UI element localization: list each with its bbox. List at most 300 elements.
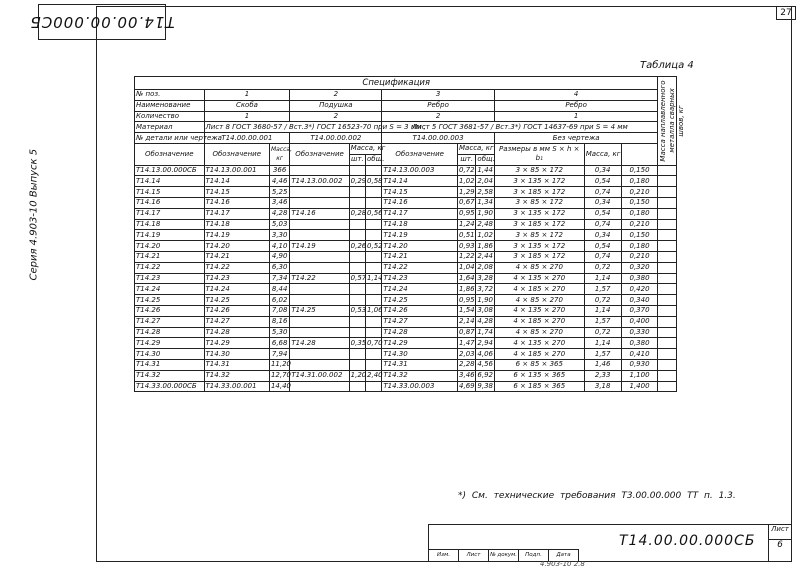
table-cell: Т14.24 [204,284,269,295]
table-cell: Т14.31 [204,359,269,370]
table-cell: 1,29 [459,187,475,196]
table-cell: 1,02 [477,230,493,239]
table-cell: 4,28 [477,317,493,326]
table-cell: Т14.26 [382,305,458,316]
table-cell: 4,28 [269,208,289,219]
table-cell: Т14.22 [290,273,349,284]
table-cell: 4 × 85 × 270 [494,262,584,273]
table-cell: Т14.13.00.002 [290,176,349,187]
series-label-box [24,150,40,290]
table-cell: 4,10 [269,241,289,252]
table-cell: Т14.32 [382,370,458,381]
table-cell: 0,34 [584,165,621,176]
table-cell: Т14.16 [135,197,205,208]
table-cell: 0,95 [459,295,475,304]
table-cell: Т14.24 [135,284,205,295]
table-cell: 1,14 [584,273,621,284]
table-cell: Т14.29 [135,338,205,349]
table-cell-empty [658,359,677,370]
table-cell-empty [658,349,677,360]
table-row [135,208,677,219]
table-cell: 3 × 185 × 172 [494,187,584,198]
table-cell [366,381,382,392]
table-label: Таблица 4 [640,60,694,71]
table-cell [349,197,365,208]
table-cell [290,327,349,338]
table-cell [366,187,382,198]
table-row [135,284,677,295]
cell-date: Дата [549,550,579,561]
table-cell: 8,16 [269,316,289,327]
table-row [135,359,677,370]
table-cell: 4,46 [269,176,289,187]
table-row [135,338,677,349]
table-cell: 6,92 [477,371,493,380]
table-cell: 5,03 [269,219,289,230]
table-cell: 8,44 [269,284,289,295]
table-cell: Т14.14 [204,176,269,187]
table-cell: 4 × 135 × 270 [494,273,584,284]
table-cell: Т14.22 [204,262,269,273]
table-cell: Т14.23 [204,273,269,284]
table-cell [349,359,365,370]
hdr-dims: Размеры в мм S × h × b₁ [494,143,584,165]
table-cell: 4 × 135 × 270 [494,338,584,349]
table-cell: 0,72 [584,262,621,273]
table-cell: 0,70 [367,338,383,347]
table-cell: 3 × 185 × 172 [494,219,584,230]
table-cell-empty [658,230,677,241]
table-row [135,197,677,208]
table-cell-empty [658,295,677,306]
row-label-pos: № поз. [135,90,205,101]
table-cell: Т14.22 [135,262,205,273]
col-name-1: Скоба [204,100,290,111]
table-cell [366,327,382,338]
rotated-designation-stamp: Т14.00.00.000СБ [38,4,166,40]
row-label-material: Материал [135,122,205,133]
table-cell: 0,210 [621,219,658,230]
table-cell [349,295,365,306]
col-name-3: Ребро [382,100,494,111]
table-row [135,327,677,338]
table-cell [290,165,349,176]
table-cell: 3,46 [459,371,475,380]
table-cell: 14,40 [270,381,291,390]
table-cell-empty [658,219,677,230]
table-cell: 1,64 [459,273,475,282]
table-cell: 0,930 [621,359,658,370]
table-cell [290,381,349,392]
table-cell: Т14.20 [382,241,458,252]
table-row [135,262,677,273]
table-cell: 4 × 85 × 270 [494,295,584,306]
table-cell: 0,410 [621,349,658,360]
table-cell [290,359,349,370]
col-drawing-2: Т14.00.00.002 [290,133,382,144]
table-cell: Т14.28 [290,338,349,349]
col-qty-2: 2 [290,111,382,122]
table-cell: 0,54 [584,208,621,219]
table-cell: 3 × 85 × 172 [494,165,584,176]
col-qty-4: 1 [494,111,658,122]
table-cell: 4 × 185 × 270 [494,284,584,295]
table-cell-empty [658,176,677,187]
table-cell: 0,72 [459,165,475,174]
table-cell: 1,57 [584,316,621,327]
material-left: Лист 8 ГОСТ 3680-57 / Вст.3*) ГОСТ 16523-70 при S = 3 мм ; [205,122,426,131]
table-cell: 2,58 [477,187,493,196]
table-cell-empty [658,251,677,262]
table-cell: Т14.16 [204,197,269,208]
table-cell: 0,54 [584,241,621,252]
table-cell-empty [658,381,677,392]
table-cell: 1,47 [459,338,475,347]
table-cell: Т14.13.00.000СБ [135,165,205,176]
table-cell: 3,18 [584,381,621,392]
table-cell: 1,14 [584,338,621,349]
table-cell: 1,34 [477,198,493,207]
table-cell-empty [658,241,677,252]
document-code: Т14.00.00.000СБ [619,533,756,549]
table-cell: 4 × 85 × 270 [494,327,584,338]
table-cell: Т14.31 [382,359,458,370]
hdr-total-2: общ. [367,155,385,164]
table-cell: Т14.17 [135,208,205,219]
table-cell: Т14.19 [135,230,205,241]
table-cell: 0,150 [621,230,658,241]
table-cell: Т14.29 [204,338,269,349]
table-cell [349,251,365,262]
hdr-designation-main: Обозначение [135,143,205,165]
table-cell: 1,86 [459,284,475,293]
hdr-designation-1: Обозначение [204,143,269,165]
hdr-mass-1: Масса, кг [269,143,289,165]
cell-doc: № докум. [489,550,519,561]
col-qty-3: 2 [382,111,494,122]
table-cell: 6 × 135 × 365 [494,370,584,381]
table-cell: Т14.28 [204,327,269,338]
table-cell: 0,57 [350,273,367,282]
table-cell [349,230,365,241]
table-cell: 0,420 [621,284,658,295]
table-cell: 1,90 [477,295,493,304]
table-cell [290,349,349,360]
table-cell [366,316,382,327]
title-block [428,524,791,561]
table-cell [366,251,382,262]
col-drawing-4: Без чертежа [494,133,658,144]
table-cell: 11,20 [270,360,291,369]
table-cell: Т14.14 [382,176,458,187]
table-cell: 1,14 [367,273,383,282]
table-cell: 6 × 85 × 365 [494,359,584,370]
table-cell: 0,180 [621,241,658,252]
table-cell: Т14.15 [204,187,269,198]
table-cell: 3 × 185 × 172 [494,251,584,262]
table-cell: Т14.20 [204,241,269,252]
table-cell-empty [658,208,677,219]
table-cell [366,295,382,306]
table-cell: 0,29 [350,176,367,185]
table-row [135,230,677,241]
table-cell: Т14.27 [204,316,269,327]
table-cell: Т14.23 [135,273,205,284]
table-cell: 0,93 [459,241,475,250]
table-cell [290,219,349,230]
hdr-mass-3: Масса, кг [459,144,494,153]
table-cell-empty [658,305,677,316]
table-cell: 5,25 [269,187,289,198]
table-cell [290,187,349,198]
table-cell: 0,95 [459,209,475,218]
table-cell: Т14.33.00.000СБ [135,381,205,392]
table-cell: Т14.13.00.001 [204,165,269,176]
table-cell: 2,04 [477,176,493,185]
table-cell: Т14.32 [135,370,205,381]
table-cell: Т14.13.00.003 [382,165,458,176]
table-cell: 3,72 [477,284,493,293]
table-cell [366,284,382,295]
table-cell: 3 × 135 × 172 [494,208,584,219]
hdr-unit-3: шт. [458,154,476,165]
col-pos-4: 4 [494,90,658,101]
table-cell: 1,90 [477,209,493,218]
table-cell: 2,94 [477,338,493,347]
table-cell: Т14.24 [382,284,458,295]
table-cell-empty [658,370,677,381]
table-row [135,370,677,381]
table-cell [366,219,382,230]
table-cell: 4 × 185 × 270 [494,316,584,327]
page-number: 27 [776,6,796,20]
table-cell: 0,72 [584,327,621,338]
table-row [135,295,677,306]
col-pos-2: 2 [290,90,382,101]
table-cell: 0,28 [350,209,367,218]
table-cell: Т14.33.00.003 [382,381,458,392]
table-cell: 1,74 [477,327,493,336]
table-row [135,165,677,176]
table-cell: 3 × 135 × 172 [494,241,584,252]
table-cell: 1,20 [350,371,367,380]
table-cell [366,359,382,370]
sheet-label: Лист [771,525,789,533]
table-cell: Т14.22 [382,262,458,273]
table-row [135,305,677,316]
table-row [135,251,677,262]
table-cell: 0,26 [350,241,367,250]
table-cell: Т14.19 [204,230,269,241]
table-cell: Т14.30 [135,349,205,360]
table-cell [366,197,382,208]
table-cell: 0,56 [367,209,383,218]
table-cell: 0,34 [584,230,621,241]
table-cell: 0,380 [621,338,658,349]
table-cell: 2,28 [459,360,475,369]
table-cell [349,219,365,230]
table-cell: Т14.19 [290,241,349,252]
table-cell: 0,180 [621,208,658,219]
col-qty-1: 1 [204,111,290,122]
table-cell: 3 × 135 × 172 [494,176,584,187]
table-cell [290,284,349,295]
table-cell: 366 [269,165,289,176]
table-cell: 4,06 [477,349,493,358]
table-cell: Т14.15 [382,187,458,198]
spec-body [135,165,677,392]
table-cell: 3,30 [269,230,289,241]
table-cell-empty [658,338,677,349]
table-cell: 2,44 [477,252,493,261]
table-cell: Т14.18 [135,219,205,230]
table-cell [349,284,365,295]
table-cell: 6 × 185 × 365 [494,381,584,392]
table-cell: Т14.28 [382,327,458,338]
sheet-number: 6 [769,539,791,550]
table-cell: 0,380 [621,273,658,284]
table-row [135,316,677,327]
table-cell: 0,400 [621,316,658,327]
table-cell: Т14.23 [382,273,458,284]
col-pos-3: 3 [382,90,494,101]
table-cell: 2,03 [459,349,475,358]
hdr-total-3: общ. [477,155,495,164]
table-cell: Т14.26 [204,305,269,316]
col-drawing-1: Т14.00.00.001 [204,133,290,144]
row-label-qty: Количество [135,111,205,122]
table-cell: 1,46 [584,359,621,370]
table-cell: 1,02 [459,176,475,185]
table-cell: 7,34 [269,273,289,284]
table-cell: Т14.14 [135,176,205,187]
table-cell: Т14.18 [382,219,458,230]
table-cell [349,381,365,392]
col-drawing-3: Т14.00.00.003 [382,133,494,144]
table-cell: 0,52 [367,241,383,250]
table-row [135,241,677,252]
table-cell: 3 × 85 × 172 [494,197,584,208]
table-cell: Т14.16 [290,208,349,219]
table-cell: 0,330 [621,327,658,338]
table-cell: 0,53 [350,306,367,315]
table-cell: 1,57 [584,284,621,295]
table-cell: Т14.20 [135,241,205,252]
table-cell: 1,04 [459,263,475,272]
hdr-unit-2: шт. [350,155,364,164]
table-cell: Т14.30 [204,349,269,360]
table-cell: 0,35 [350,338,367,347]
table-cell: Т14.26 [135,305,205,316]
table-cell [366,165,382,176]
hdr-mass-2: Масса, кг [350,144,386,153]
table-cell: 4,90 [269,251,289,262]
table-cell: Т14.27 [382,316,458,327]
table-cell: Т14.21 [382,251,458,262]
table-cell: Т14.27 [135,316,205,327]
table-cell: 1,24 [459,219,475,228]
table-cell-empty [658,316,677,327]
cell-izm: Изм. [429,550,459,561]
table-cell: 6,30 [269,262,289,273]
table-cell: 1,14 [584,305,621,316]
table-cell: 1,100 [621,370,658,381]
table-cell: Т14.25 [135,295,205,306]
table-cell: Т14.15 [135,187,205,198]
table-cell: 4,69 [459,381,475,390]
table-cell-empty [658,327,677,338]
cell-sign: Подп. [519,550,549,561]
table-cell: 0,72 [584,295,621,306]
table-cell: 7,08 [269,305,289,316]
table-cell: 4,56 [477,360,493,369]
table-cell: Т14.21 [204,251,269,262]
hdr-designation-2: Обозначение [290,143,349,165]
table-cell: 2,33 [584,370,621,381]
table-cell-empty [658,187,677,198]
table-cell [290,295,349,306]
table-cell: Т14.33.00.001 [204,381,269,392]
table-row [135,381,677,392]
table-cell [366,230,382,241]
table-cell: 0,74 [584,251,621,262]
table-cell: 1,57 [584,349,621,360]
table-row [135,273,677,284]
table-cell: Т14.31.00.002 [290,370,349,381]
hdr-designation-3: Обозначение [382,143,458,165]
hdr-mass-4: Масса, кг [584,143,621,165]
table-row [135,187,677,198]
table-cell-empty [658,284,677,295]
table-cell [349,327,365,338]
table-cell: 0,210 [621,187,658,198]
table-cell: Т14.25 [382,295,458,306]
table-cell: 0,58 [367,176,383,185]
table-cell: 2,48 [477,219,493,228]
table-cell: 1,86 [477,241,493,250]
material-right: Лист 5 ГОСТ 3681-57 / Вст.3*) ГОСТ 14637-69 при S = 4 мм [382,122,658,133]
table-cell: 0,54 [584,176,621,187]
table-cell [366,349,382,360]
table-cell [290,230,349,241]
row-label-name: Наименование [135,100,205,111]
table-cell-empty [658,262,677,273]
table-cell: Т14.17 [204,208,269,219]
table-cell: Т14.16 [382,197,458,208]
table-cell: Т14.30 [382,349,458,360]
table-cell: 2,08 [477,263,493,272]
table-cell: 3,46 [269,197,289,208]
table-cell-empty [658,165,677,176]
sheet-box [768,525,791,561]
table-cell: Т14.31 [135,359,205,370]
table-cell: Т14.19 [382,230,458,241]
table-cell: 1,22 [459,252,475,261]
table-cell: Т14.25 [290,305,349,316]
table-cell: Т14.29 [382,338,458,349]
table-cell: 0,67 [459,198,475,207]
col-pos-1: 1 [204,90,290,101]
col-name-2: Подушка [290,100,382,111]
table-cell: 4 × 185 × 270 [494,349,584,360]
series-label: Серия 4.903-10 Выпуск 5 [28,148,40,281]
table-cell: 3,08 [477,306,493,315]
table-cell: 0,74 [584,219,621,230]
table-cell: 0,340 [621,295,658,306]
table-cell: 1,06 [367,306,383,315]
table-cell [349,316,365,327]
table-row [135,176,677,187]
